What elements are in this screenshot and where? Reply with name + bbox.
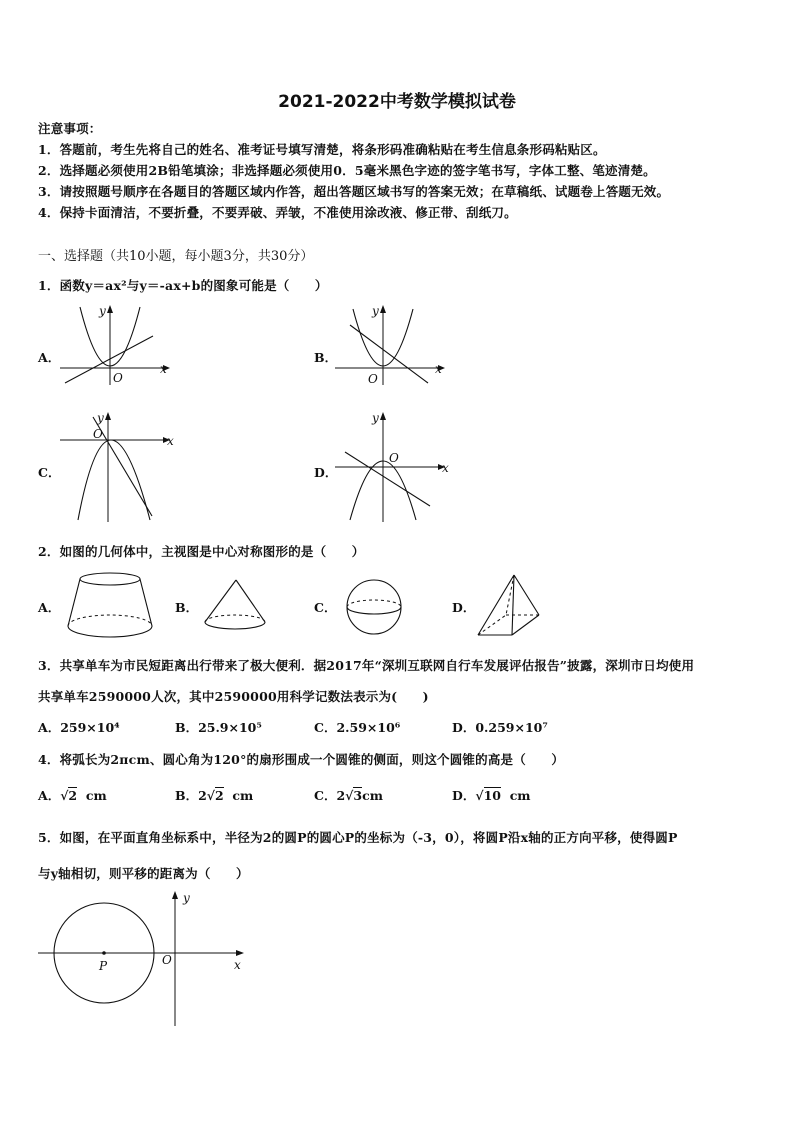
q1-graph-b — [335, 305, 450, 385]
q4-option-b — [175, 786, 253, 804]
unit: cm — [362, 788, 383, 803]
coefficient: 2 — [198, 788, 207, 803]
q3-option-b: B．25.9×10⁵ — [175, 720, 262, 735]
q1-graph-d — [335, 412, 450, 522]
y-axis-label: y — [183, 891, 190, 905]
page-title: 2021-2022中考数学模拟试卷 — [278, 92, 516, 112]
radicand: 3 — [353, 788, 363, 803]
q3-option-c: C．2.59×10⁶ — [314, 720, 401, 735]
cone-figure — [203, 578, 267, 634]
q3-option-d: D．0.259×10⁷ — [452, 720, 548, 735]
q1-option-c-label: C． — [38, 465, 61, 480]
q1-stem: 1．函数y＝ax²与y＝-ax+b的图象可能是（ ） — [38, 278, 328, 293]
unit: cm — [509, 788, 531, 803]
sqrt-icon: √ — [475, 788, 484, 803]
q4-option-a — [38, 786, 107, 804]
x-axis-label: x — [167, 434, 174, 448]
origin-label: O — [162, 953, 172, 967]
origin-label: O — [113, 371, 123, 385]
q2-option-a-label: A． — [38, 600, 61, 615]
q4-stem: 4．将弧长为2πcm、圆心角为120°的扇形围成一个圆锥的侧面，则这个圆锥的高是（ ） — [38, 752, 565, 767]
unit: cm — [85, 788, 107, 803]
sqrt-icon: √ — [206, 788, 215, 803]
q2-stem: 2．如图的几何体中，主视图是中心对称图形的是（ ） — [38, 544, 365, 559]
section-heading: 一、选择题（共10小题，每小题3分，共30分） — [38, 249, 314, 264]
origin-label: O — [93, 427, 103, 441]
option-label: C． — [314, 788, 337, 803]
notes-heading: 注意事项： — [38, 121, 102, 136]
pyramid-figure — [476, 573, 542, 639]
note-item-4: 4．保持卡面清洁，不要折叠，不要弄破、弄皱，不准使用涂改液、修正带、刮纸刀。 — [38, 205, 517, 220]
q3-stem-line2: 共享单车2590000人次，其中2590000用科学记数法表示为( ) — [38, 689, 429, 704]
y-axis-label: y — [99, 304, 106, 318]
y-axis-label: y — [372, 411, 379, 425]
note-item-3: 3．请按照题号顺序在各题目的答题区域内作答，超出答题区域书写的答案无效；在草稿纸、试题卷上答题无效。 — [38, 184, 670, 199]
q4-option-d — [452, 786, 531, 804]
x-axis-label: x — [160, 362, 167, 376]
q1-option-a-label: A． — [38, 350, 61, 365]
q1-graph-c — [60, 412, 175, 522]
q2-option-d-label: D． — [452, 600, 476, 615]
note-item-1: 1．答题前，考生先将自己的姓名、准考证号填写清楚，将条形码准确粘贴在考生信息条形码粘贴区。 — [38, 142, 606, 157]
q4-option-c — [314, 786, 383, 804]
radicand: 2 — [215, 788, 224, 803]
q1-graph-a — [60, 305, 175, 385]
x-axis-label: x — [234, 958, 241, 972]
y-axis-label: y — [372, 304, 379, 318]
q1-option-b-label: B． — [314, 350, 338, 365]
q5-stem-line1: 5．如图，在平面直角坐标系中，半径为2的圆P的圆心P的坐标为（-3，0），将圆P沿x轴的正方向平移，使得圆P — [38, 830, 678, 845]
sphere-figure — [345, 578, 403, 636]
coefficient: 2 — [336, 788, 346, 803]
origin-label: O — [368, 372, 378, 386]
q3-option-a: A．259×10⁴ — [38, 720, 120, 735]
radicand: 2 — [68, 788, 78, 803]
option-label: A． — [38, 788, 61, 803]
sqrt-icon: √ — [345, 788, 354, 803]
q3-stem-line1: 3．共享单车为市民短距离出行带来了极大便利．据2017年“深圳互联网自行车发展评估报告”披露，深圳市日均使用 — [38, 658, 695, 673]
radicand: 10 — [483, 788, 501, 803]
x-axis-label: x — [442, 461, 449, 475]
center-p-label: P — [99, 959, 108, 973]
unit: cm — [232, 788, 254, 803]
q2-option-b-label: B． — [175, 600, 199, 615]
option-label: D． — [452, 788, 476, 803]
q5-circle-figure — [38, 890, 250, 1026]
sqrt-icon: √ — [60, 788, 69, 803]
note-item-2: 2．选择题必须使用2B铅笔填涂；非选择题必须使用0．5毫米黑色字迹的签字笔书写，字体工整、笔迹清楚。 — [38, 163, 656, 178]
q2-option-c-label: C． — [314, 600, 337, 615]
q1-option-d-label: D． — [314, 465, 338, 480]
option-label: B． — [175, 788, 199, 803]
frustum-figure — [65, 570, 155, 640]
q5-stem-line2: 与y轴相切，则平移的距离为（ ） — [38, 866, 249, 881]
x-axis-label: x — [435, 362, 442, 376]
origin-label: O — [389, 451, 399, 465]
y-axis-label: y — [97, 411, 104, 425]
